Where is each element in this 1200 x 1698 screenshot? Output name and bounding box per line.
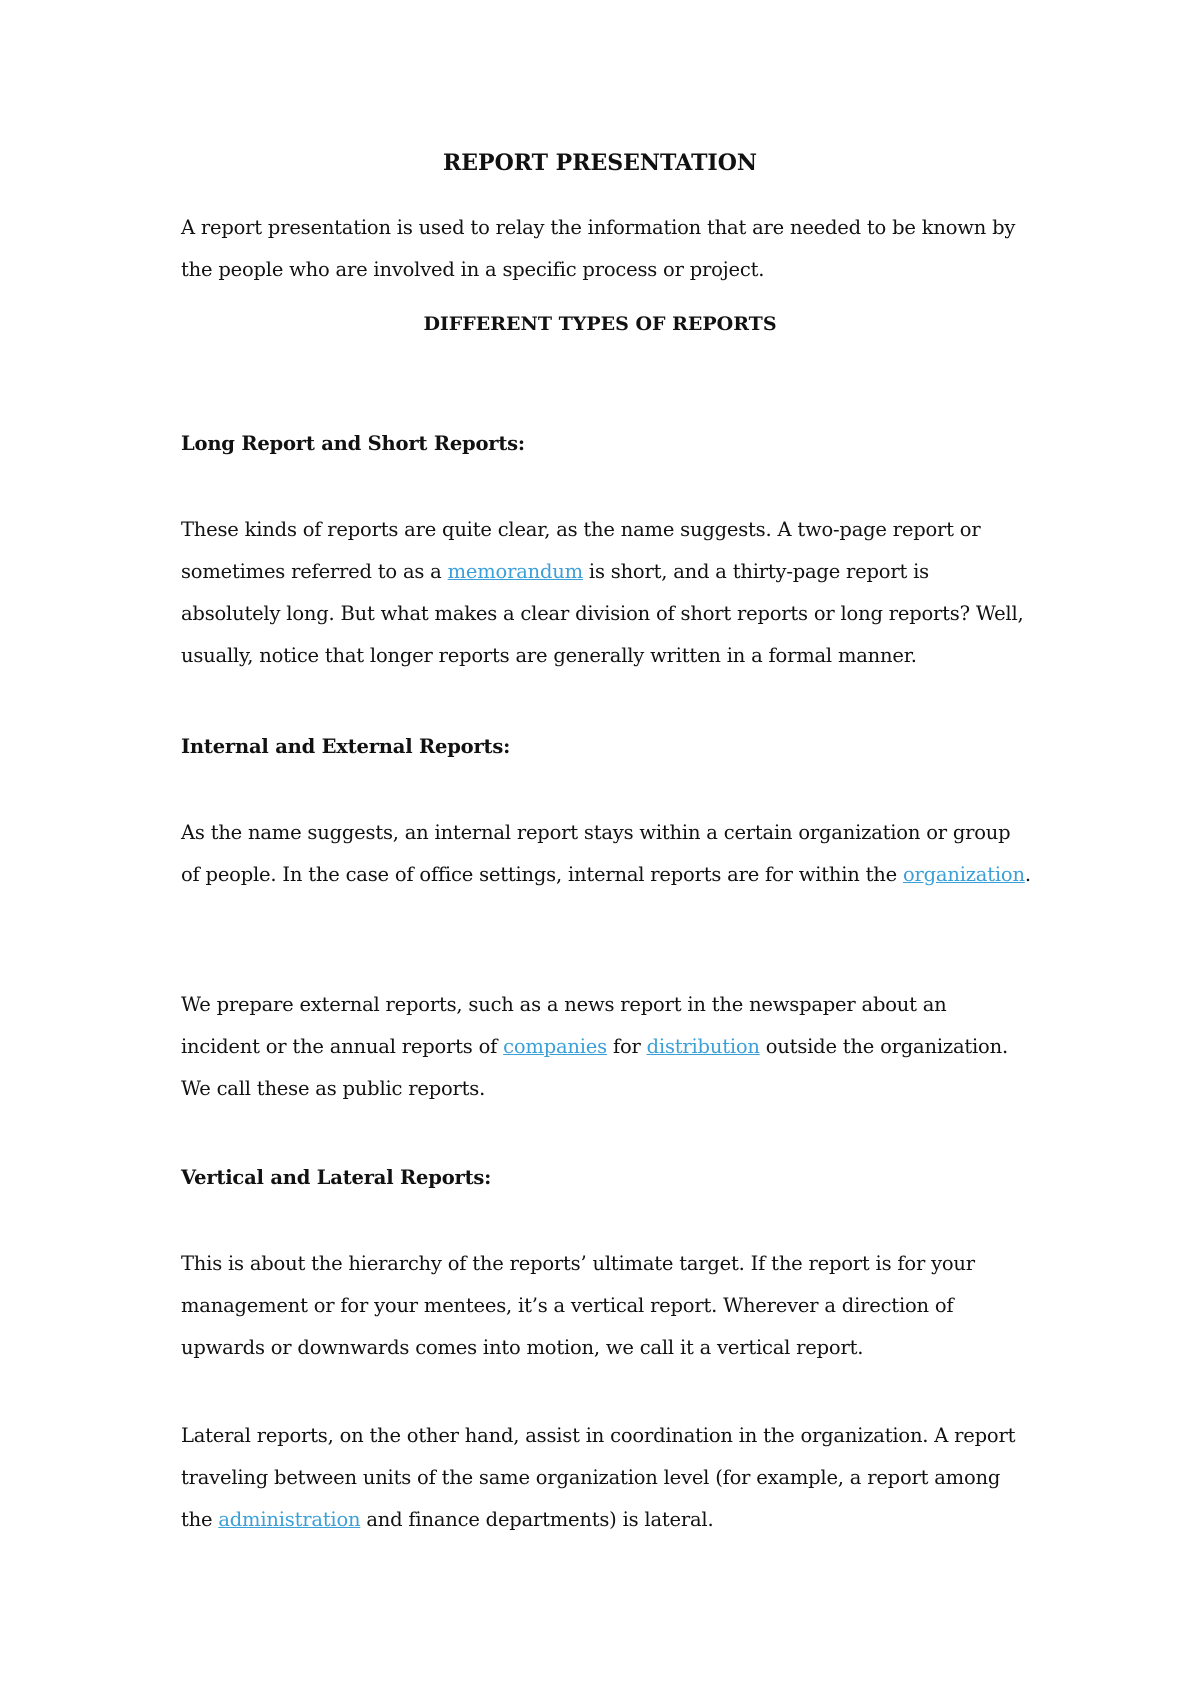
administration-link[interactable]: administration xyxy=(218,1508,361,1531)
text-segment: is short, and a thirty-page report is absolutely long. But what makes a clear division of short reports or long reports? Well, usually, notice that longer reports are generally written in a formal manner. xyxy=(181,560,1024,667)
internal-paragraph xyxy=(181,812,1031,896)
text-segment: . xyxy=(1024,863,1031,886)
text-segment: These kinds of reports are quite clear, as the name suggests. A two-page report or sometimes referred to as a xyxy=(181,518,981,583)
internal-external-heading: Internal and External Reports: xyxy=(181,735,511,758)
organization-link[interactable]: organization xyxy=(902,863,1025,886)
text-segment: outside the organization. We call these as public reports. xyxy=(181,1035,1008,1100)
vertical-lateral-heading: Vertical and Lateral Reports: xyxy=(181,1166,492,1189)
long-short-heading: Long Report and Short Reports: xyxy=(181,432,525,455)
text-segment: We prepare external reports, such as a news report in the newspaper about an incident or the annual reports of xyxy=(181,993,947,1058)
memorandum-link[interactable]: memorandum xyxy=(447,560,583,583)
lateral-paragraph xyxy=(181,1415,1031,1541)
external-paragraph xyxy=(181,984,1031,1110)
text-segment: and finance departments) is lateral. xyxy=(360,1508,714,1531)
vertical-paragraph: This is about the hierarchy of the reports’ ultimate target. If the report is for your management or for your mentees, it’s a vertical report. Wherever a direction of upwards or downwards comes into motion, we call it a vertical report. xyxy=(181,1252,975,1359)
long-short-paragraph xyxy=(181,509,1031,677)
text-segment: for xyxy=(606,1035,647,1058)
text-segment: Lateral reports, on the other hand, assist in coordination in the organization. A report traveling between units of the same organization level (for example, a report among the xyxy=(181,1424,1016,1531)
companies-link[interactable]: companies xyxy=(503,1035,607,1058)
types-heading: DIFFERENT TYPES OF REPORTS xyxy=(423,313,777,335)
document-title: REPORT PRESENTATION xyxy=(442,150,757,176)
text-segment: As the name suggests, an internal report stays within a certain organization or group of people. In the case of office settings, internal reports are for within the xyxy=(181,821,1011,886)
intro-paragraph: A report presentation is used to relay the information that are needed to be known by the people who are involved in a specific process or project. xyxy=(181,216,1016,281)
distribution-link[interactable]: distribution xyxy=(646,1035,760,1058)
